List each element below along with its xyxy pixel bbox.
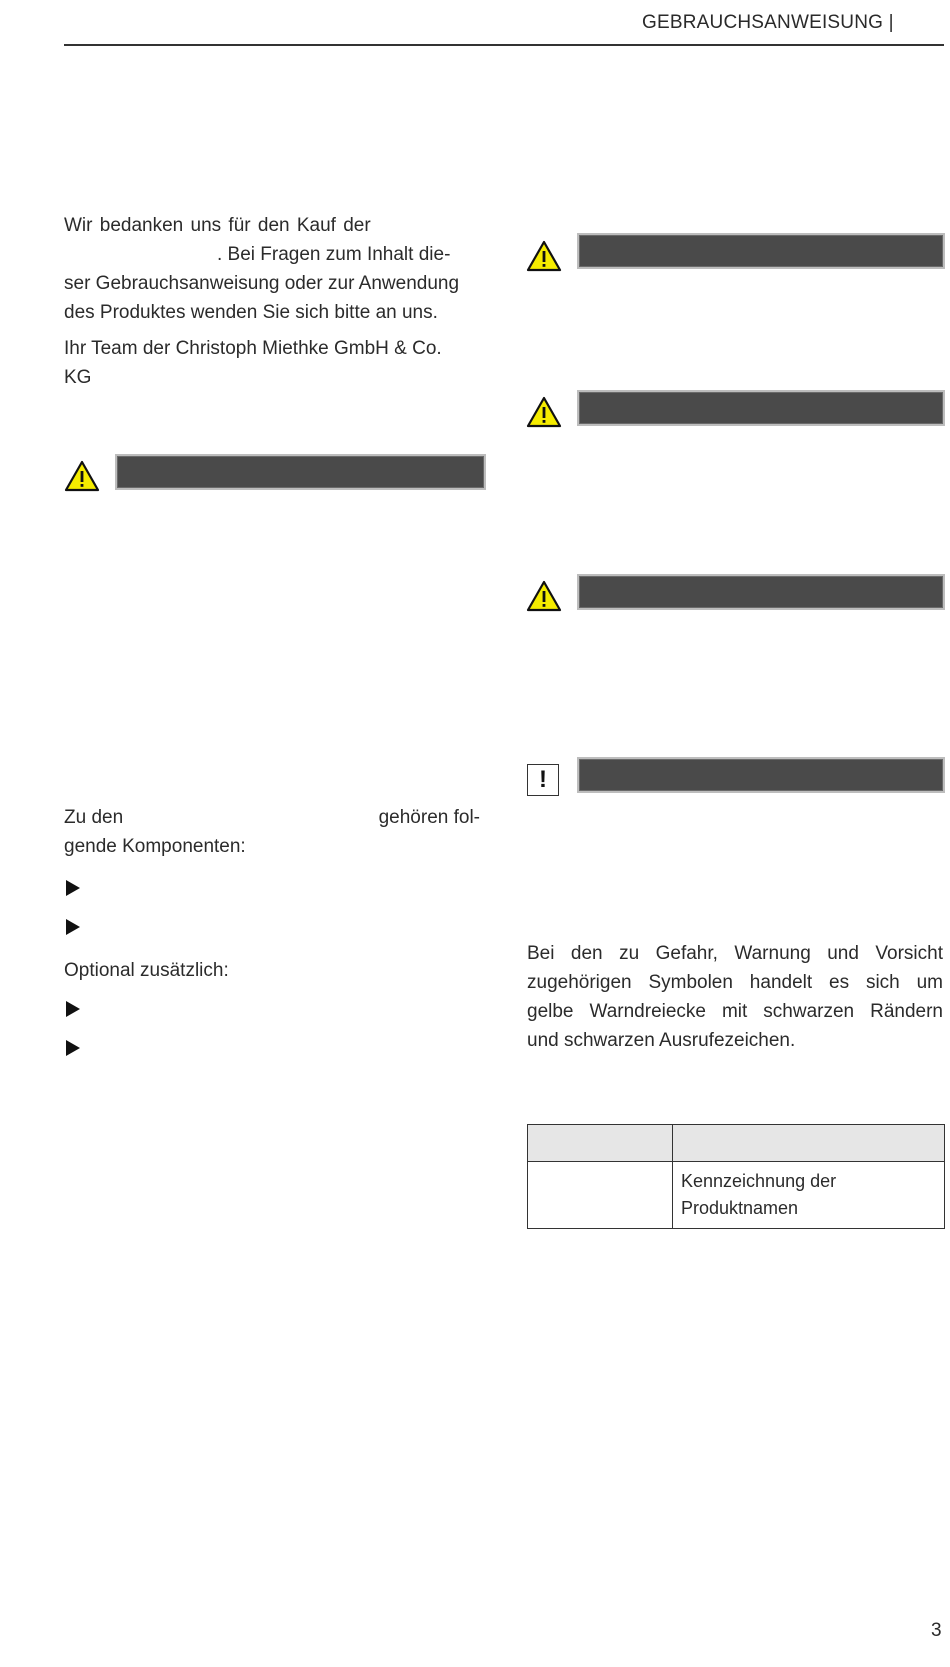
page-number: 3 [931,1620,942,1641]
warning-heading-bar [577,390,945,426]
components-line-1-end: gehören fol- [378,807,480,828]
table-cell: Kennzeichnung der Produktnamen [673,1162,945,1229]
header-rule [64,44,944,46]
components-paragraph [64,803,480,861]
triangle-bullet-icon [66,1001,80,1017]
team-signature [64,334,480,392]
warning-triangle-icon [526,580,562,612]
team-line-2: KG [64,367,92,388]
caution-heading-bar [577,574,945,610]
components-line-2: gende Komponenten: [64,836,246,857]
triangle-bullet-icon [66,880,80,896]
team-line-1: Ihr Team der Christoph Miethke GmbH & Co. [64,338,442,359]
intro-line-3: ser Gebrauchsanweisung oder zur Anwendung [64,273,460,294]
symbols-note-line-3: gelbe Warndreiecke mit schwarzen Rändern [527,1001,943,1022]
triangle-bullet-icon [66,919,80,935]
optional-label: Optional zusätzlich: [64,960,229,981]
table-header-row [528,1125,945,1162]
intro-line-4: des Produktes wenden Sie sich bitte an uns. [64,302,438,323]
running-header-title: GEBRAUCHSANWEISUNG | [642,12,894,33]
symbols-note-line-1: Bei den zu Gefahr, Warnung und Vorsicht [527,943,943,964]
exclamation-box-icon: ! [527,764,559,796]
notice-heading-bar [577,757,945,793]
symbols-note-line-2: zugehörigen Symbolen handelt es sich um [527,972,943,993]
symbols-note-line-4: und schwarzen Ausrufezeichen. [527,1030,796,1051]
danger-heading-bar [577,233,945,269]
table-row [528,1162,945,1229]
warning-heading-bar [115,454,486,490]
warning-triangle-icon [526,396,562,428]
intro-paragraph [64,211,480,327]
table-cell [528,1162,673,1229]
components-line-1-start: Zu den [64,807,124,828]
table-header-cell [528,1125,673,1162]
intro-line-1: Wir bedanken uns für den Kauf der [64,215,371,236]
warning-triangle-icon [64,460,100,492]
table-header-cell [673,1125,945,1162]
intro-line-2: . Bei Fragen zum Inhalt die- [217,244,451,265]
triangle-bullet-icon [66,1040,80,1056]
warning-triangle-icon [526,240,562,272]
symbols-note-paragraph [527,939,943,1055]
symbol-table [527,1124,945,1229]
